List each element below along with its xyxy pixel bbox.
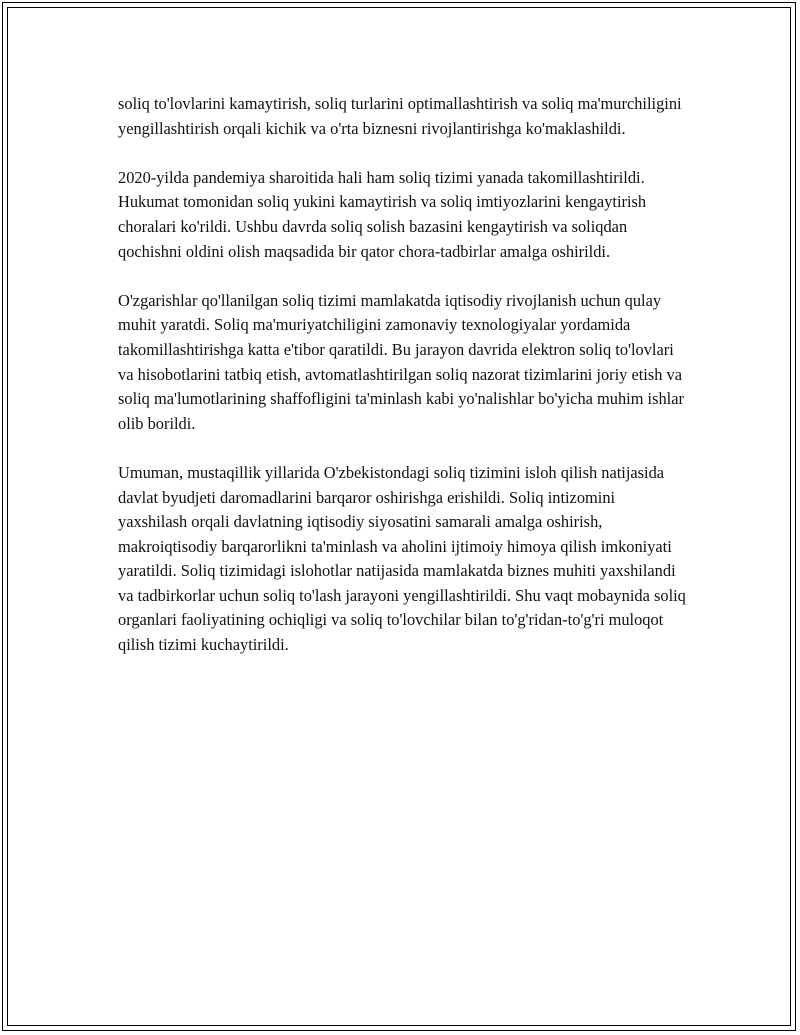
paragraph-4: Umuman, mustaqillik yillarida O'zbekistondagi soliq tizimini isloh qilish natijasida davlat byudjeti daromadlarini barqaror oshirishga erishildi. Soliq intizomini yaxshilash orqali davlatning iqtisodiy siyosatini samarali amalga oshirish, makroiqtisodiy barqarorlikni ta'minlash va aholini ijtimoiy himoya qilish imkoniyati yaratildi. Soliq tizimidagi islohotlar natijasida mamlakatda biznes muhiti yaxshilandi va tadbirkorlar uchun soliq to'lash jarayoni yengillashtirildi. Shu vaqt mobaynida soliq organlari faoliyatining ochiqligi va soliq to'lovchilar bilan to'g'ridan-to'g'ri muloqot qilish tizimi kuchaytirildi. bbox=[118, 462, 686, 655]
paragraph-1: soliq to'lovlarini kamaytirish, soliq turlarini optimallashtirish va soliq ma'murchiligini yengillashtirish orqali kichik va o'rta biznesni rivojlantirishga ko'maklashildi. bbox=[118, 94, 682, 138]
paragraph-3: O'zgarishlar qo'llanilgan soliq tizimi mamlakatda iqtisodiy rivojlanish uchun qulay muhit yaratdi. Soliq ma'muriyatchiligini zamonaviy texnologiyalar yordamida takomillashtirishga katta e'tibor qaratildi. Bu jarayon davrida elektron soliq to'lovlari va hisobotlarini tatbiq etish, avtomatlashtirilgan soliq nazorat tizimlarini joriy etish va soliq ma'lumotlarining shaffofligini ta'minlash kabi yo'nalishlar bo'yicha muhim ishlar olib borildi. bbox=[118, 290, 684, 433]
paragraph-2: 2020-yilda pandemiya sharoitida hali ham soliq tizimi yanada takomillashtirildi. Hukumat tomonidan soliq yukini kamaytirish va soliq imtiyozlarini kengaytirish choralari ko'rildi. Ushbu davrda soliq solish bazasini kengaytirish va soliqdan qochishni oldini olish maqsadida bir qator chora-tadbirlar amalga oshirildi. bbox=[118, 167, 647, 261]
document-body bbox=[118, 92, 688, 682]
